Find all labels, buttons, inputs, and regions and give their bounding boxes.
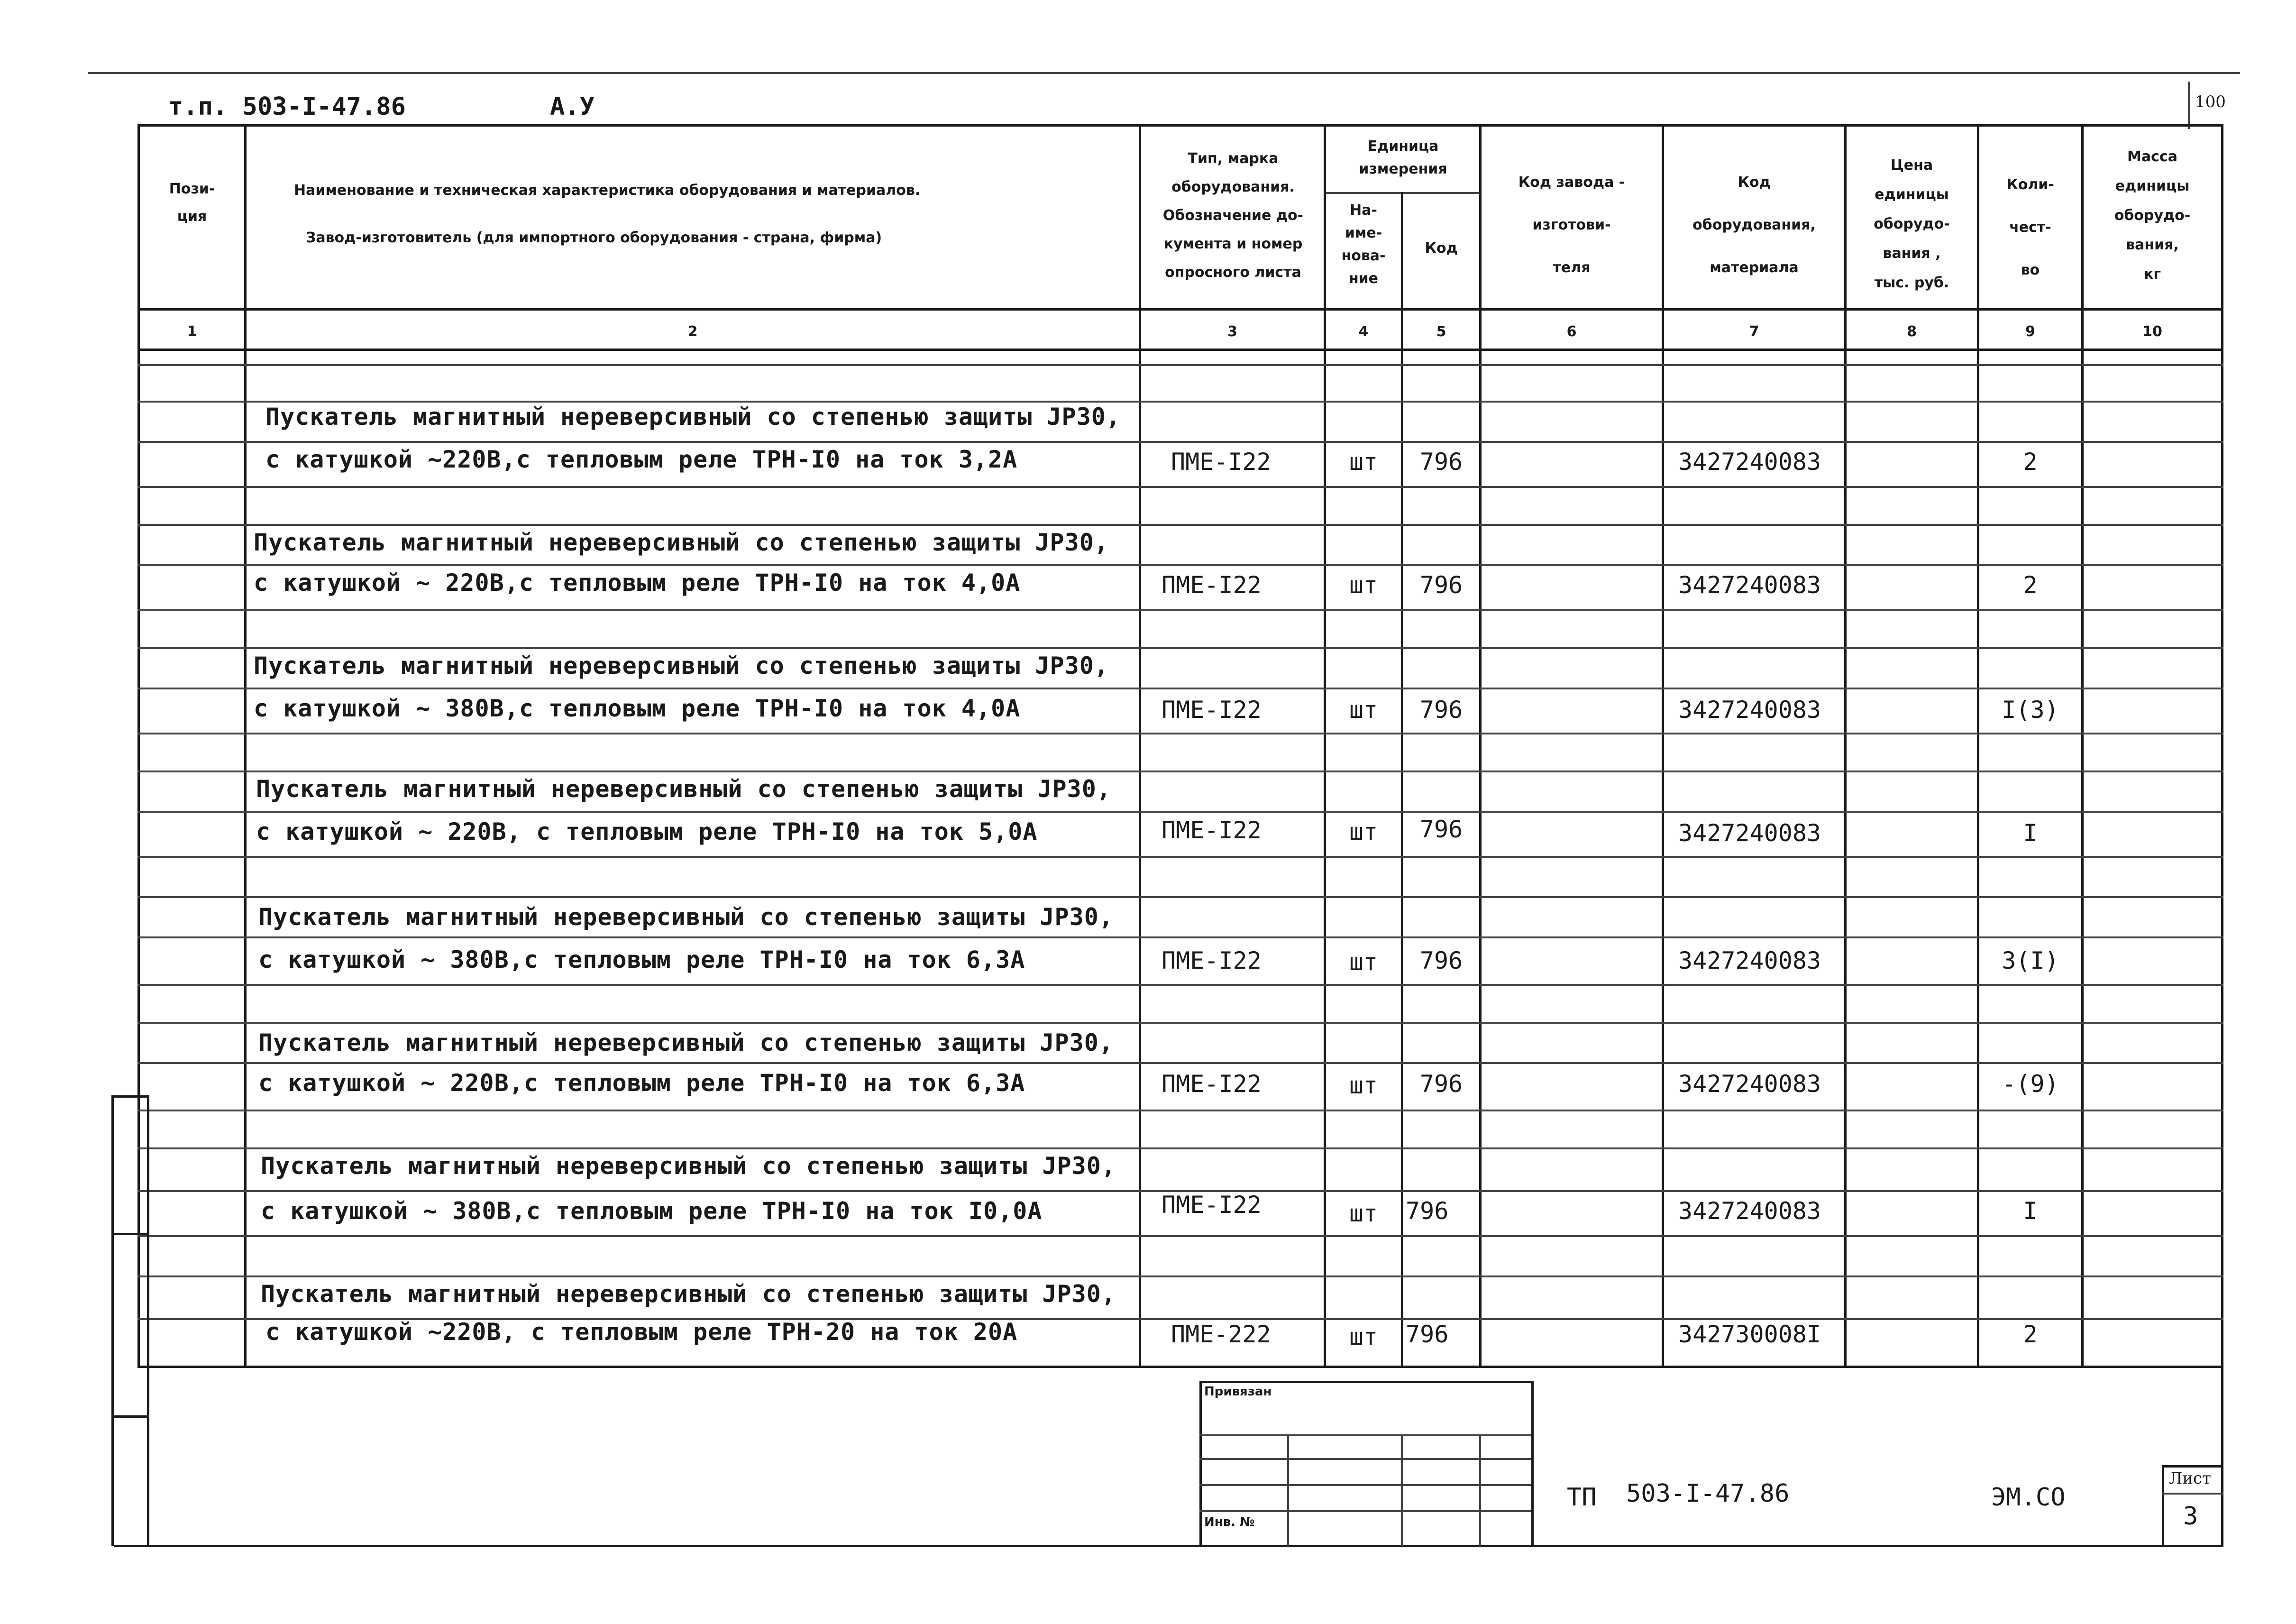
col-line-3 xyxy=(1324,124,1326,1367)
sheet-bottom-border xyxy=(114,1545,2223,1547)
item-unit-code: 796 xyxy=(1406,1197,1449,1225)
colnum-2: 2 xyxy=(687,323,698,340)
margin-strip-line xyxy=(111,1415,149,1418)
item-description-line2: с катушкой ~ 220В, с тепловым реле ТРН-I0 на ток 5,0А xyxy=(256,818,1038,845)
table-body-bottom xyxy=(137,1366,2223,1368)
item-quantity: -(9) xyxy=(2002,1070,2059,1098)
stamp-right xyxy=(1531,1381,1534,1547)
header-doc-code: т.п. 503-I-47.86 xyxy=(168,92,406,121)
row-line xyxy=(137,401,2223,403)
stamp-col xyxy=(1479,1434,1481,1546)
stamp-line xyxy=(1199,1434,1531,1436)
colnum-6: 6 xyxy=(1566,323,1577,340)
header-col-2: Наименование и техническая характеристика оборудования и материалов. Завод-изготовитель (для импортного оборудования - страна, фирма) xyxy=(294,182,921,246)
row-line xyxy=(137,856,2223,858)
item-equipment-code: 3427240083 xyxy=(1678,1070,1821,1098)
item-description-line1: Пускатель магнитный нереверсивный со степенью защиты JР30, xyxy=(261,1280,1116,1308)
item-unit-code: 796 xyxy=(1419,947,1463,974)
item-type: ПМЕ-I22 xyxy=(1162,571,1262,599)
item-equipment-code: 3427240083 xyxy=(1678,571,1821,599)
margin-strip-line xyxy=(111,1095,149,1098)
item-description-line1: Пускатель магнитный нереверсивный со степенью защиты JР30, xyxy=(254,529,1109,556)
item-equipment-code: 3427240083 xyxy=(1678,819,1821,847)
item-unit: шт xyxy=(1349,448,1378,476)
stamp-col xyxy=(1401,1434,1403,1546)
corner-box-left xyxy=(2188,82,2190,129)
row-line xyxy=(137,1110,2223,1111)
item-description-line2: с катушкой ~ 380В,с тепловым реле ТРН-I0 на ток 4,0А xyxy=(254,695,1021,722)
item-description-line1: Пускатель магнитный нереверсивный со степенью защиты JР30, xyxy=(258,1029,1114,1056)
item-unit-code: 796 xyxy=(1419,571,1463,599)
sheet-box-top xyxy=(2162,1465,2223,1468)
col-line-7 xyxy=(1844,124,1847,1367)
col-line-1 xyxy=(244,124,247,1367)
table-colnum-bottom xyxy=(137,349,2223,351)
row-line xyxy=(137,1235,2223,1237)
table-header-bottom xyxy=(137,308,2223,311)
item-description-line2: с катушкой ~ 380В,с тепловым реле ТРН-I0 на ток I0,0А xyxy=(261,1197,1043,1225)
item-unit-code: 796 xyxy=(1419,696,1463,724)
row-line xyxy=(137,1062,2223,1064)
row-line xyxy=(137,811,2223,813)
col-line-6 xyxy=(1662,124,1664,1367)
sheet-label: Лист xyxy=(2169,1469,2211,1488)
header-col-9: Коли- чест- во xyxy=(2006,176,2054,278)
col-line-5 xyxy=(1479,124,1482,1367)
item-unit-code: 796 xyxy=(1419,1070,1463,1098)
item-type: ПМЕ-I22 xyxy=(1162,947,1262,974)
item-quantity: 3(I) xyxy=(2002,947,2059,974)
col-line-9 xyxy=(2081,124,2084,1367)
colnum-9: 9 xyxy=(2025,323,2035,340)
item-description-line2: с катушкой ~220В,с тепловым реле ТРН-I0 на ток 3,2А xyxy=(265,446,1018,473)
item-unit: шт xyxy=(1349,1323,1378,1350)
col-line-0 xyxy=(137,124,140,1367)
header-album: А.У xyxy=(550,92,595,121)
item-description-line1: Пускатель магнитный нереверсивный со степенью защиты JР30, xyxy=(265,403,1121,431)
item-type: ПМЕ-I22 xyxy=(1162,696,1262,724)
item-quantity: 2 xyxy=(2023,1321,2038,1348)
header-col-5: Код xyxy=(1425,240,1458,257)
item-description-line1: Пускатель магнитный нереверсивный со степенью защиты JР30, xyxy=(256,775,1111,803)
item-unit: шт xyxy=(1349,571,1378,599)
colnum-5: 5 xyxy=(1436,323,1446,340)
row-line xyxy=(137,647,2223,649)
row-line xyxy=(137,441,2223,443)
item-unit: шт xyxy=(1349,1200,1378,1227)
item-description-line2: с катушкой ~220В, с тепловым реле ТРН-20 на ток 20А xyxy=(265,1318,1018,1346)
item-description-line1: Пускатель магнитный нереверсивный со степенью защиты JР30, xyxy=(258,903,1114,931)
item-type: ПМЕ-I22 xyxy=(1162,1191,1262,1219)
item-unit: шт xyxy=(1349,948,1378,976)
col-line-8 xyxy=(1977,124,1979,1367)
item-equipment-code: 342730008I xyxy=(1678,1321,1821,1348)
item-type: ПМЕ-I22 xyxy=(1162,1070,1262,1098)
item-quantity: 2 xyxy=(2023,571,2038,599)
item-unit: шт xyxy=(1349,818,1378,845)
sheet-box-split xyxy=(2162,1493,2223,1495)
row-line xyxy=(137,896,2223,898)
header-col-4: На- име- нова- ние xyxy=(1341,202,1386,287)
item-unit-code: 796 xyxy=(1419,448,1463,476)
item-description-line1: Пускатель магнитный нереверсивный со степенью защиты JР30, xyxy=(254,652,1109,679)
colnum-8: 8 xyxy=(1907,323,1917,340)
item-type: ПМЕ-I22 xyxy=(1171,448,1271,476)
item-unit-code: 796 xyxy=(1406,1321,1449,1348)
row-line xyxy=(137,364,2223,366)
row-line xyxy=(137,1147,2223,1149)
colnum-7: 7 xyxy=(1749,323,1759,340)
item-description-line2: с катушкой ~ 380В,с тепловым реле ТРН-I0 на ток 6,3А xyxy=(258,946,1025,973)
row-line xyxy=(137,771,2223,772)
item-description-line1: Пускатель магнитный нереверсивный со степенью защиты JР30, xyxy=(261,1152,1116,1180)
header-unit-group: Единица измерения xyxy=(1359,138,1447,177)
item-equipment-code: 3427240083 xyxy=(1678,696,1821,724)
colnum-4: 4 xyxy=(1358,323,1369,340)
stamp-col xyxy=(1287,1434,1289,1546)
row-line xyxy=(137,564,2223,566)
row-line xyxy=(137,1275,2223,1277)
sheet-box-left xyxy=(2162,1465,2164,1546)
item-quantity: 2 xyxy=(2023,448,2038,476)
top-rule xyxy=(88,72,2240,74)
header-col-3: Тип, марка оборудования. Обозначение до- кумента и номер опросного листа xyxy=(1162,150,1304,281)
item-unit: шт xyxy=(1349,1072,1378,1099)
item-quantity: I(3) xyxy=(2002,696,2059,724)
binding-label: Привязан xyxy=(1204,1385,1272,1399)
col-line-2 xyxy=(1139,124,1141,1367)
sheet-number: 3 xyxy=(2183,1502,2198,1531)
margin-strip-line xyxy=(111,1233,149,1235)
row-line xyxy=(137,1022,2223,1024)
header-col-1: Пози- ция xyxy=(169,181,215,225)
col-line-10 xyxy=(2221,124,2223,1545)
table-top-border xyxy=(137,124,2223,127)
stamp-line xyxy=(1199,1458,1531,1460)
stamp-line xyxy=(1199,1484,1531,1486)
stamp-left xyxy=(1199,1381,1202,1547)
stamp-top xyxy=(1199,1381,1531,1383)
header-col-6: Код завода - изготови- теля xyxy=(1518,174,1625,276)
row-line xyxy=(137,936,2223,938)
row-line xyxy=(137,984,2223,986)
margin-strip-outer xyxy=(111,1095,114,1546)
item-description-line2: с катушкой ~ 220В,с тепловым реле ТРН-I0 на ток 6,3А xyxy=(258,1069,1025,1097)
item-equipment-code: 3427240083 xyxy=(1678,448,1821,476)
row-line xyxy=(137,524,2223,526)
row-line xyxy=(137,486,2223,488)
row-line xyxy=(137,609,2223,611)
item-unit: шт xyxy=(1349,696,1378,724)
item-unit-code: 796 xyxy=(1419,816,1463,843)
item-equipment-code: 3427240083 xyxy=(1678,1197,1821,1225)
item-equipment-code: 3427240083 xyxy=(1678,947,1821,974)
margin-strip-inner xyxy=(147,1095,149,1546)
row-line xyxy=(137,688,2223,689)
inventory-label: Инв. № xyxy=(1204,1515,1255,1529)
colnum-1: 1 xyxy=(187,323,197,340)
footer-doc-prefix: ТП xyxy=(1567,1483,1597,1512)
colnum-10: 10 xyxy=(2142,323,2162,340)
item-type: ПМЕ-222 xyxy=(1171,1321,1271,1348)
item-quantity: I xyxy=(2023,819,2038,847)
colnum-3: 3 xyxy=(1227,323,1237,340)
item-type: ПМЕ-I22 xyxy=(1162,817,1262,844)
header-col-8: Цена единицы оборудо- вания , тыс. руб. xyxy=(1874,157,1950,291)
footer-doc-code: 503-I-47.86 xyxy=(1626,1479,1790,1508)
row-line xyxy=(137,733,2223,734)
header-col-10: Масса единицы оборудо- вания, кг xyxy=(2114,148,2191,283)
stamp-line xyxy=(1199,1510,1531,1512)
header-col-7: Код оборудования, материала xyxy=(1692,174,1816,276)
footer-mark: ЭМ.СО xyxy=(1991,1483,2066,1512)
item-description-line2: с катушкой ~ 220В,с тепловым реле ТРН-I0 на ток 4,0А xyxy=(254,569,1021,596)
item-quantity: I xyxy=(2023,1197,2038,1225)
page-corner-number: 100 xyxy=(2195,92,2226,111)
